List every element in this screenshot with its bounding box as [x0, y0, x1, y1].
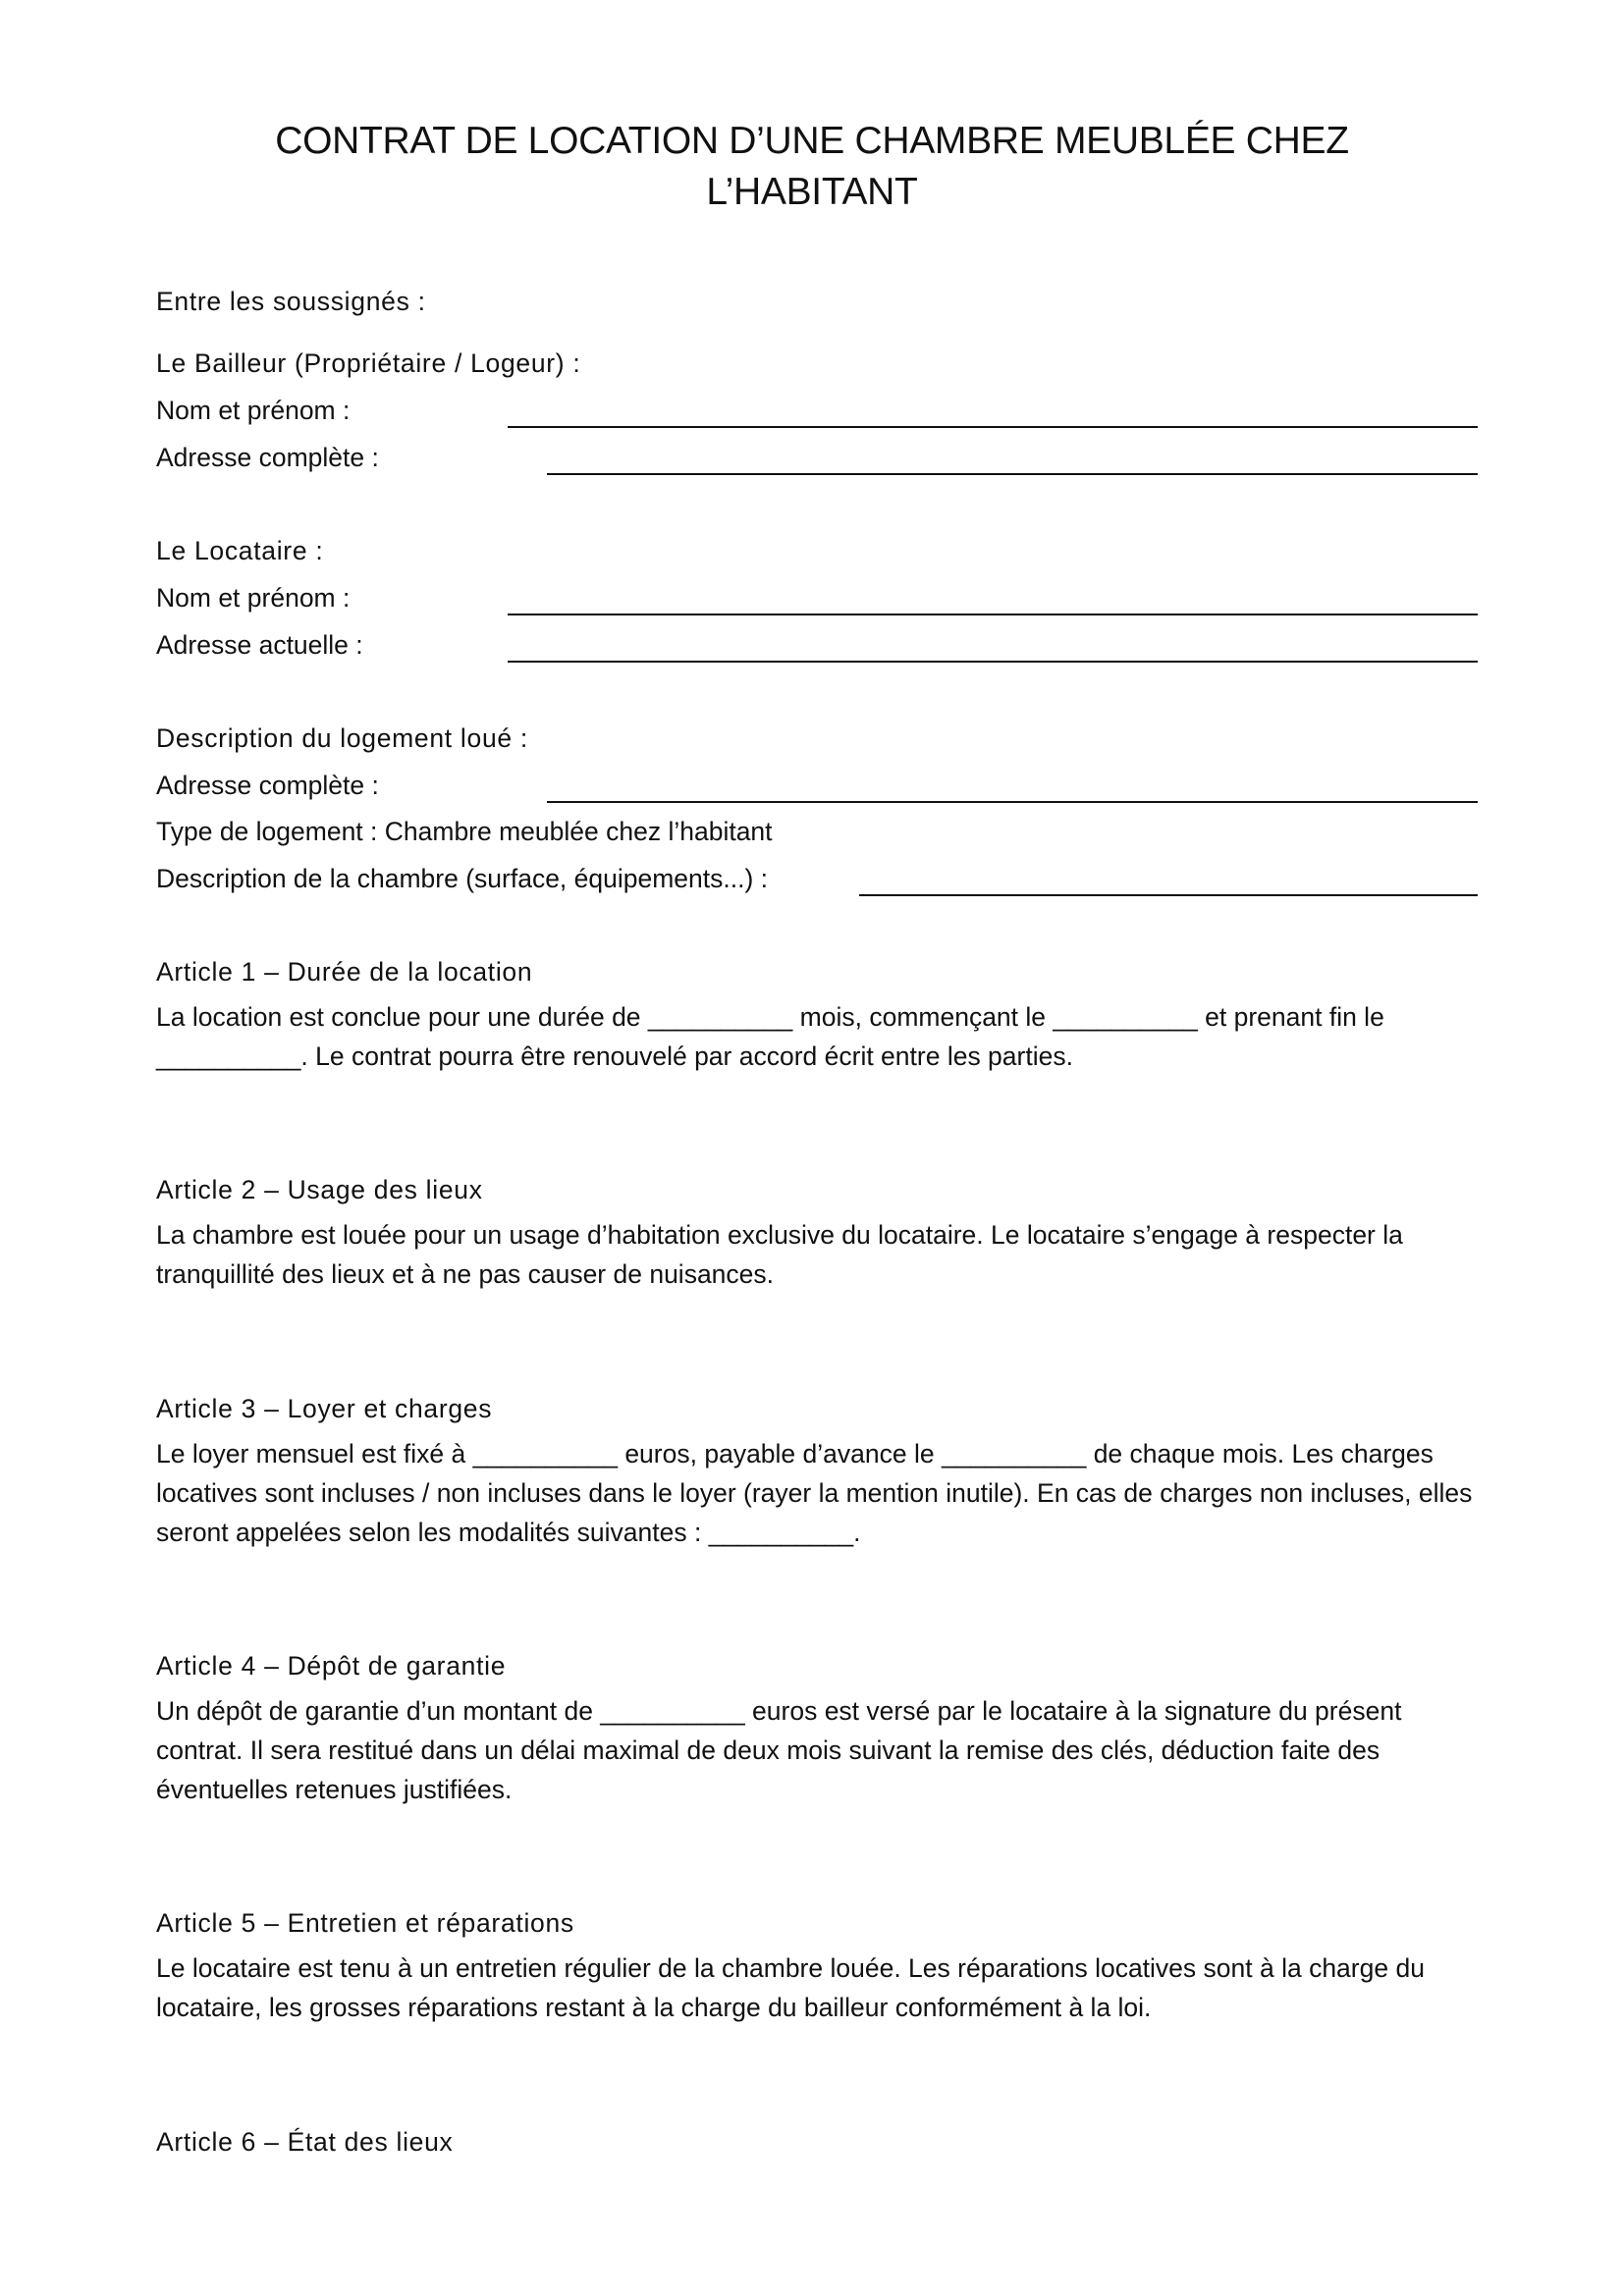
bailleur-name-field[interactable]	[508, 397, 1478, 428]
logement-address-field[interactable]	[547, 772, 1478, 803]
locataire-name-label: Nom et prénom :	[156, 583, 351, 613]
document-title-line-1: CONTRAT DE LOCATION D’UNE CHAMBRE MEUBLÉE CHEZ	[275, 120, 1349, 162]
bailleur-address-field[interactable]	[547, 444, 1478, 475]
locataire-name-field[interactable]	[508, 584, 1478, 615]
article-6-title: Article 6 – État des lieux	[156, 2127, 454, 2157]
logement-address-label: Adresse complète :	[156, 771, 379, 800]
article-1-title: Article 1 – Durée de la location	[156, 957, 533, 987]
article-3-text: Le loyer mensuel est fixé à __________ euros, payable d’avance le __________ de chaque mois. Les charges locatives sont incluses / non incluses dans le loyer (rayer la mention inutile). En cas de charges non incluses, elles seront appelées selon les modalités suivantes : __________.	[156, 1439, 1473, 1547]
article-5-text: Le locataire est tenu à un entretien régulier de la chambre louée. Les réparations locatives sont à la charge du locataire, les grosses réparations restant à la charge du bailleur conformément à la loi.	[156, 1953, 1425, 2022]
locataire-address-field[interactable]	[508, 631, 1478, 663]
logement-type: Type de logement : Chambre meublée chez l’habitant	[156, 817, 773, 846]
logement-heading: Description du logement loué :	[156, 723, 528, 753]
article-2-text: La chambre est louée pour un usage d’habitation exclusive du locataire. Le locataire s’engage à respecter la tranquillité des lieux et à ne pas causer de nuisances.	[156, 1220, 1403, 1289]
logement-room-label: Description de la chambre (surface, équipements...) :	[156, 864, 769, 893]
article-4-text: Un dépôt de garantie d’un montant de __________ euros est versé par le locataire à la signature du présent contrat. Il sera restitué dans un délai maximal de deux mois suivant la remise des clés, déduction faite des éventuelles retenues justifiées.	[156, 1696, 1402, 1804]
parties-intro: Entre les soussignés :	[156, 287, 426, 316]
locataire-address-label: Adresse actuelle :	[156, 630, 363, 660]
locataire-heading: Le Locataire :	[156, 536, 324, 565]
document-title-line-2: L’HABITANT	[706, 171, 918, 213]
logement-room-field[interactable]	[859, 865, 1478, 896]
article-5-title: Article 5 – Entretien et réparations	[156, 1908, 574, 1938]
bailleur-heading: Le Bailleur (Propriétaire / Logeur) :	[156, 348, 581, 378]
document-title	[0, 116, 1624, 218]
article-3-title: Article 3 – Loyer et charges	[156, 1394, 493, 1423]
article-2-title: Article 2 – Usage des lieux	[156, 1175, 483, 1204]
article-1-text: La location est conclue pour une durée de __________ mois, commençant le __________ et prenant fin le __________. Le contrat pourra être renouvelé par accord écrit entre les parties.	[156, 1002, 1384, 1071]
bailleur-address-label: Adresse complète :	[156, 443, 379, 472]
article-4-title: Article 4 – Dépôt de garantie	[156, 1651, 507, 1681]
bailleur-name-label: Nom et prénom :	[156, 396, 351, 425]
